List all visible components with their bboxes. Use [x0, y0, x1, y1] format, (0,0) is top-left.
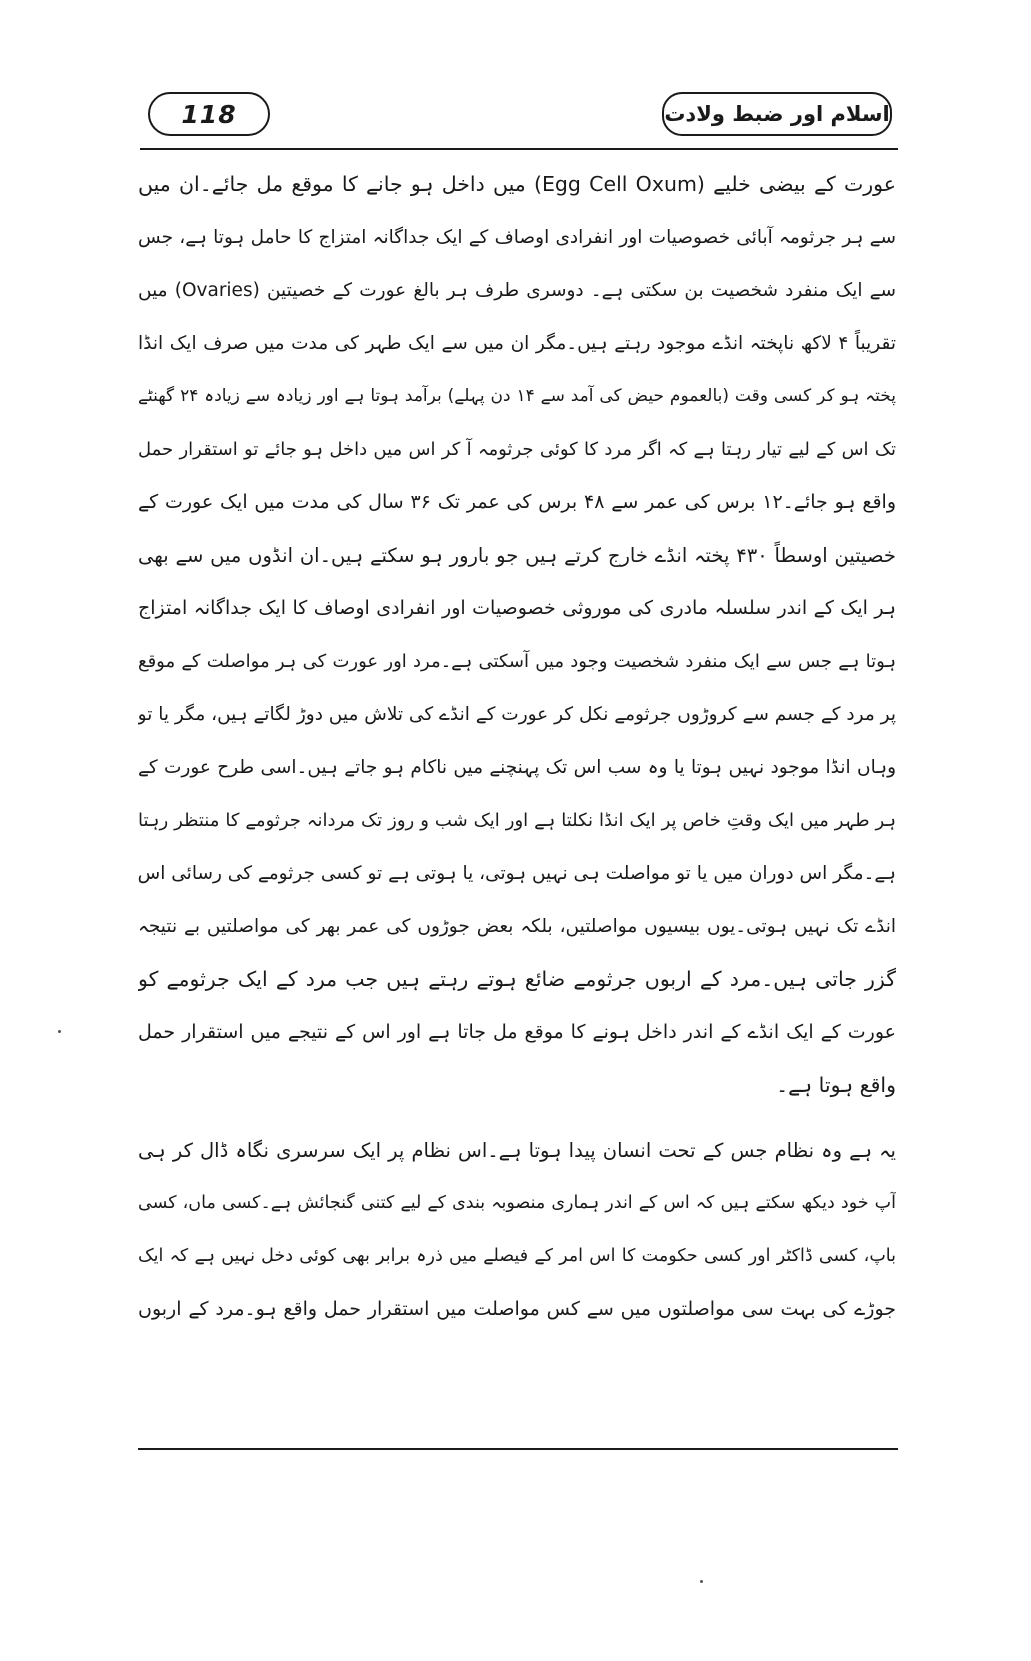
text-line: وہاں انڈا موجود نہیں ہوتا یا وہ سب اس تک پہنچنے میں ناکام ہو جاتے ہیں۔اسی طرح عورت کے — [138, 757, 896, 778]
text-line: گزر جاتی ہیں۔مرد کے اربوں جرثومے ضائع ہوتے رہتے ہیں جب مرد کے ایک جرثومے کو — [138, 967, 896, 991]
book-title: اسلام اور ضبط ولادت — [662, 92, 892, 136]
text-line: جوڑے کی بہت سی مواصلتوں میں سے کس مواصلت میں استقرار حمل واقع ہو۔مرد کے اربوں — [138, 1298, 896, 1320]
text-line: ہر طہر میں ایک وقتِ خاص پر ایک انڈا نکلتا ہے اور ایک شب و روز تک مردانہ جرثومے کا منتظر رہتا — [138, 810, 896, 831]
text-line: عورت کے ایک انڈے کے اندر داخل ہونے کا موقع مل جاتا ہے اور اس کے نتیجے میں استقرار حمل — [138, 1021, 896, 1043]
text-line: ہوتا ہے جس سے ایک منفرد شخصیت وجود میں آسکتی ہے۔مرد اور عورت کی ہر مواصلت کے موقع — [138, 651, 896, 672]
paragraph-1 — [138, 158, 896, 1112]
paragraph-2 — [138, 1124, 896, 1336]
text-line: واقع ہوتا ہے۔ — [776, 1073, 896, 1097]
text-line: باپ، کسی ڈاکٹر اور کسی حکومت کا اس امر کے فیصلے میں ذرہ برابر بھی کوئی دخل نہیں ہے کہ ایک — [138, 1246, 896, 1266]
text-line: پر مرد کے جسم سے کروڑوں جرثومے نکل کر عورت کے انڈے کی تلاش میں دوڑ لگاتے ہیں، مگر یا تو — [138, 704, 896, 725]
text-line: یہ ہے وہ نظام جس کے تحت انسان پیدا ہوتا ہے۔اس نظام پر ایک سرسری نگاہ ڈال کر ہی — [138, 1139, 896, 1162]
text-line: تک اس کے لیے تیار رہتا ہے کہ اگر مرد کا کوئی جرثومہ آ کر اس میں داخل ہو جائے تو استقرار حمل — [138, 439, 896, 460]
text-line: خصیتین اوسطاً ۴۳۰ پختہ انڈے خارج کرتے ہیں جو بارور ہو سکتے ہیں۔ان انڈوں میں سے بھی — [138, 544, 896, 567]
scan-speck — [58, 1030, 61, 1033]
text-line: عورت کے بیضی خلیے (Egg Cell Oxum) میں داخل ہو جانے کا موقع مل جائے۔ان میں — [138, 172, 896, 196]
scan-speck — [700, 1580, 703, 1583]
text-line: پختہ ہو کر کسی وقت (بالعموم حیض کی آمد سے ۱۴ دن پہلے) برآمد ہوتا ہے اور زیادہ سے زیادہ ۲۴ گھنٹے — [138, 386, 896, 406]
page-header — [140, 88, 898, 150]
text-line: سے ایک منفرد شخصیت بن سکتی ہے۔ دوسری طرف ہر بالغ عورت کے خصیتین (Ovaries) میں — [138, 280, 896, 301]
body-text — [138, 158, 896, 1336]
paragraph-gap — [138, 1112, 896, 1124]
header-divider — [140, 148, 898, 150]
footer-divider — [138, 1448, 898, 1450]
text-line: انڈے تک نہیں ہوتی۔یوں بیسیوں مواصلتیں، بلکہ بعض جوڑوں کی عمر بھر کی مواصلتیں بے نتیجہ — [138, 916, 896, 937]
page-number: 118 — [148, 92, 270, 136]
text-line: سے ہر جرثومہ آبائی خصوصیات اور انفرادی اوصاف کے ایک جداگانہ امتزاج کا حامل ہوتا ہے، جس — [138, 227, 896, 248]
text-line: ہر ایک کے اندر سلسلہ مادری کی موروثی خصوصیات اور انفرادی اوصاف کا ایک جداگانہ امتزاج — [138, 597, 896, 619]
text-line: ہے۔مگر اس دوران میں یا تو مواصلت ہی نہیں ہوتی، یا ہوتی ہے تو کسی جرثومے کی رسائی اس — [138, 863, 896, 884]
text-line: آپ خود دیکھ سکتے ہیں کہ اس کے اندر ہماری منصوبہ بندی کے لیے کتنی گنجائش ہے۔کسی ماں، کسی — [138, 1193, 896, 1213]
text-line: واقع ہو جائے۔۱۲ برس کی عمر سے ۴۸ برس کی عمر تک ۳۶ سال کی مدت میں ایک عورت کے — [138, 491, 896, 513]
text-line: تقریباً ۴ لاکھ ناپختہ انڈے موجود رہتے ہیں۔مگر ان میں سے ایک طہر کی مدت میں صرف ایک انڈا — [138, 333, 896, 354]
